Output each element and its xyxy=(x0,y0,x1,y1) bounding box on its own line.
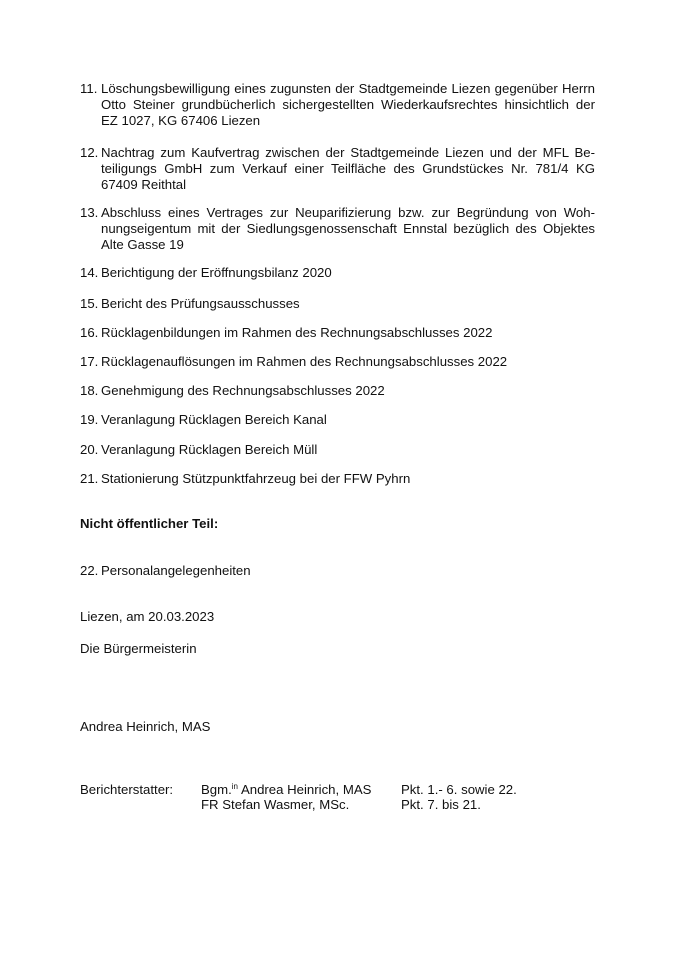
agenda-item-11 xyxy=(80,81,595,129)
agenda-item-13 xyxy=(80,205,595,253)
item-text: Abschluss eines Vertrages zur Neuparifizierung bzw. zur Begründung von Wohnungseigentum mit der Siedlungsgenossenschaft Ennstal bezüglich des Objektes Alte Gasse 19 xyxy=(101,205,595,252)
reporter-1-points: Pkt. 1.- 6. sowie 22. xyxy=(401,782,517,797)
agenda-item-16 xyxy=(80,325,595,341)
agenda-item-19 xyxy=(80,412,595,428)
place-date: Liezen, am 20.03.2023 xyxy=(80,609,215,624)
item-text: Genehmigung des Rechnungsabschlusses 2022 xyxy=(101,383,385,398)
signatory-name: Andrea Heinrich, MAS xyxy=(80,719,211,734)
reporter-1-name xyxy=(201,782,371,798)
agenda-item-15 xyxy=(80,296,595,312)
non-public-heading: Nicht öffentlicher Teil: xyxy=(80,516,219,531)
signatory-role: Die Bürgermeisterin xyxy=(80,641,197,656)
reporter-name: Andrea Heinrich, MAS xyxy=(238,782,372,797)
item-text: Berichtigung der Eröffnungsbilanz 2020 xyxy=(101,265,332,280)
item-number: 11. xyxy=(80,81,98,96)
item-text: Veranlagung Rücklagen Bereich Kanal xyxy=(101,412,327,427)
item-number: 21. xyxy=(80,471,99,486)
agenda-item-17 xyxy=(80,354,595,370)
agenda-item-18 xyxy=(80,383,595,399)
item-text: Nachtrag zum Kaufvertrag zwischen der Stadtgemeinde Liezen und der MFL Beteiligungs GmbH zum Verkauf einer Teilfläche des Grundstückes Nr. 781/4 KG 67409 Reithtal xyxy=(101,145,595,192)
item-number: 15. xyxy=(80,296,99,311)
reporter-title: FR xyxy=(201,797,219,812)
item-text: Rücklagenauflösungen im Rahmen des Rechnungsabschlusses 2022 xyxy=(101,354,508,369)
item-number: 18. xyxy=(80,383,99,398)
reporter-title-suffix: in xyxy=(231,782,239,791)
item-text: Löschungsbewilligung eines zugunsten der Stadtgemeinde Liezen gegenüber Herrn Otto Steiner grundbücherlich sichergestellten Wiederkaufsrechtes hinsichtlich der EZ 1027, KG 67406 Liezen xyxy=(101,81,595,128)
item-text: Rücklagenbildungen im Rahmen des Rechnungsabschlusses 2022 xyxy=(101,325,493,340)
agenda-item-14 xyxy=(80,265,595,281)
reporter-title: Bgm. xyxy=(201,782,232,797)
agenda-item-21 xyxy=(80,471,595,487)
item-number: 13. xyxy=(80,205,99,220)
reporters-label: Berichterstatter: xyxy=(80,782,174,797)
item-number: 20. xyxy=(80,442,99,457)
item-text: Personalangelegenheiten xyxy=(101,563,251,578)
item-text: Veranlagung Rücklagen Bereich Müll xyxy=(101,442,318,457)
item-number: 14. xyxy=(80,265,99,280)
agenda-item-12 xyxy=(80,145,595,193)
reporter-name: Stefan Wasmer, MSc. xyxy=(218,797,350,812)
item-number: 17. xyxy=(80,354,99,369)
agenda-item-22 xyxy=(80,563,595,579)
reporter-2-points: Pkt. 7. bis 21. xyxy=(401,797,481,812)
item-number: 22. xyxy=(80,563,99,578)
item-number: 12. xyxy=(80,145,99,160)
item-number: 16. xyxy=(80,325,99,340)
item-text: Bericht des Prüfungsausschusses xyxy=(101,296,300,311)
agenda-item-20 xyxy=(80,442,595,458)
item-number: 19. xyxy=(80,412,99,427)
reporter-2-name xyxy=(201,797,349,813)
item-text: Stationierung Stützpunktfahrzeug bei der FFW Pyhrn xyxy=(101,471,411,486)
